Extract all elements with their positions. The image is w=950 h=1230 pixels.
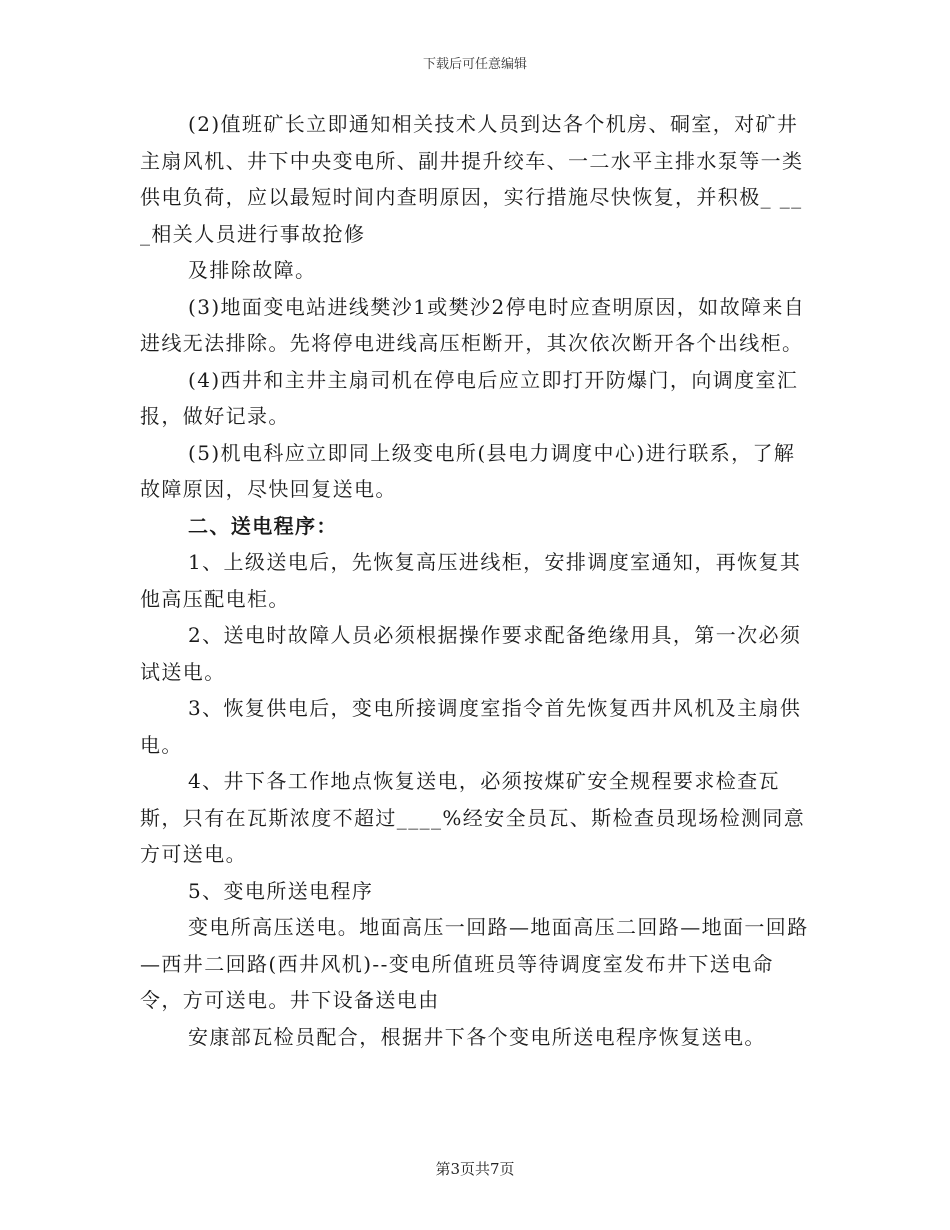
section-heading-power-restore: 二、送电程序：: [188, 513, 338, 538]
step-2: 2、送电时故障人员必须根据操作要求配备绝缘用具，第一次必须试送电。: [140, 623, 802, 684]
paragraph-item-4: (4)西井和主井主扇司机在停电后应立即打开防爆门，向调度室汇报，做好记录。: [140, 367, 799, 428]
paragraph-continuation: 及排除故障。: [188, 258, 317, 282]
step-1: 1、上级送电后，先恢复高压进线柜，安排调度室通知，再恢复其他高压配电柜。: [140, 550, 802, 611]
paragraph-item-5: (5)机电科应立即同上级变电所(县电力调度中心)进行联系，了解故障原因，尽快回复送电。: [140, 440, 796, 501]
page-header: 下载后可任意编辑: [422, 57, 527, 72]
step-4: 4、井下各工作地点恢复送电，必须按煤矿安全规程要求检查瓦斯，只有在瓦斯浓度不超过____%经安全员瓦、斯检查员现场检测同意方可送电。: [140, 769, 806, 866]
paragraph-item-3: (3)地面变电站进线樊沙1或樊沙2停电时应查明原因，如故障来自进线无法排除。先将停电进线高压柜断开，其次依次断开各个出线柜。: [140, 294, 806, 355]
step-5-detail: 变电所高压送电。地面高压一回路—地面高压二回路—地面一回路—西井二回路(西井风机)--变电所值班员等待调度室发布井下送电命令，方可送电。井下设备送电由: [140, 915, 809, 1012]
page-footer: 第3页共7页: [435, 1160, 515, 1178]
step-3: 3、恢复供电后，变电所接调度室指令首先恢复西井风机及主扇供电。: [140, 696, 802, 757]
paragraph-item-2: (2)值班矿长立即通知相关技术人员到达各个机房、硐室，对矿井主扇风机、井下中央变电所、副井提升绞车、一二水平主排水泵等一类供电负荷，应以最短时间内查明原因，实行措施尽快恢复，并积极_ ___相关人员进行事故抢修: [140, 112, 804, 246]
step-5-detail-continued: 安康部瓦检员配合，根据井下各个变电所送电程序恢复送电。: [188, 1024, 766, 1049]
document-body: [140, 106, 812, 1055]
step-5: 5、变电所送电程序: [188, 878, 374, 903]
